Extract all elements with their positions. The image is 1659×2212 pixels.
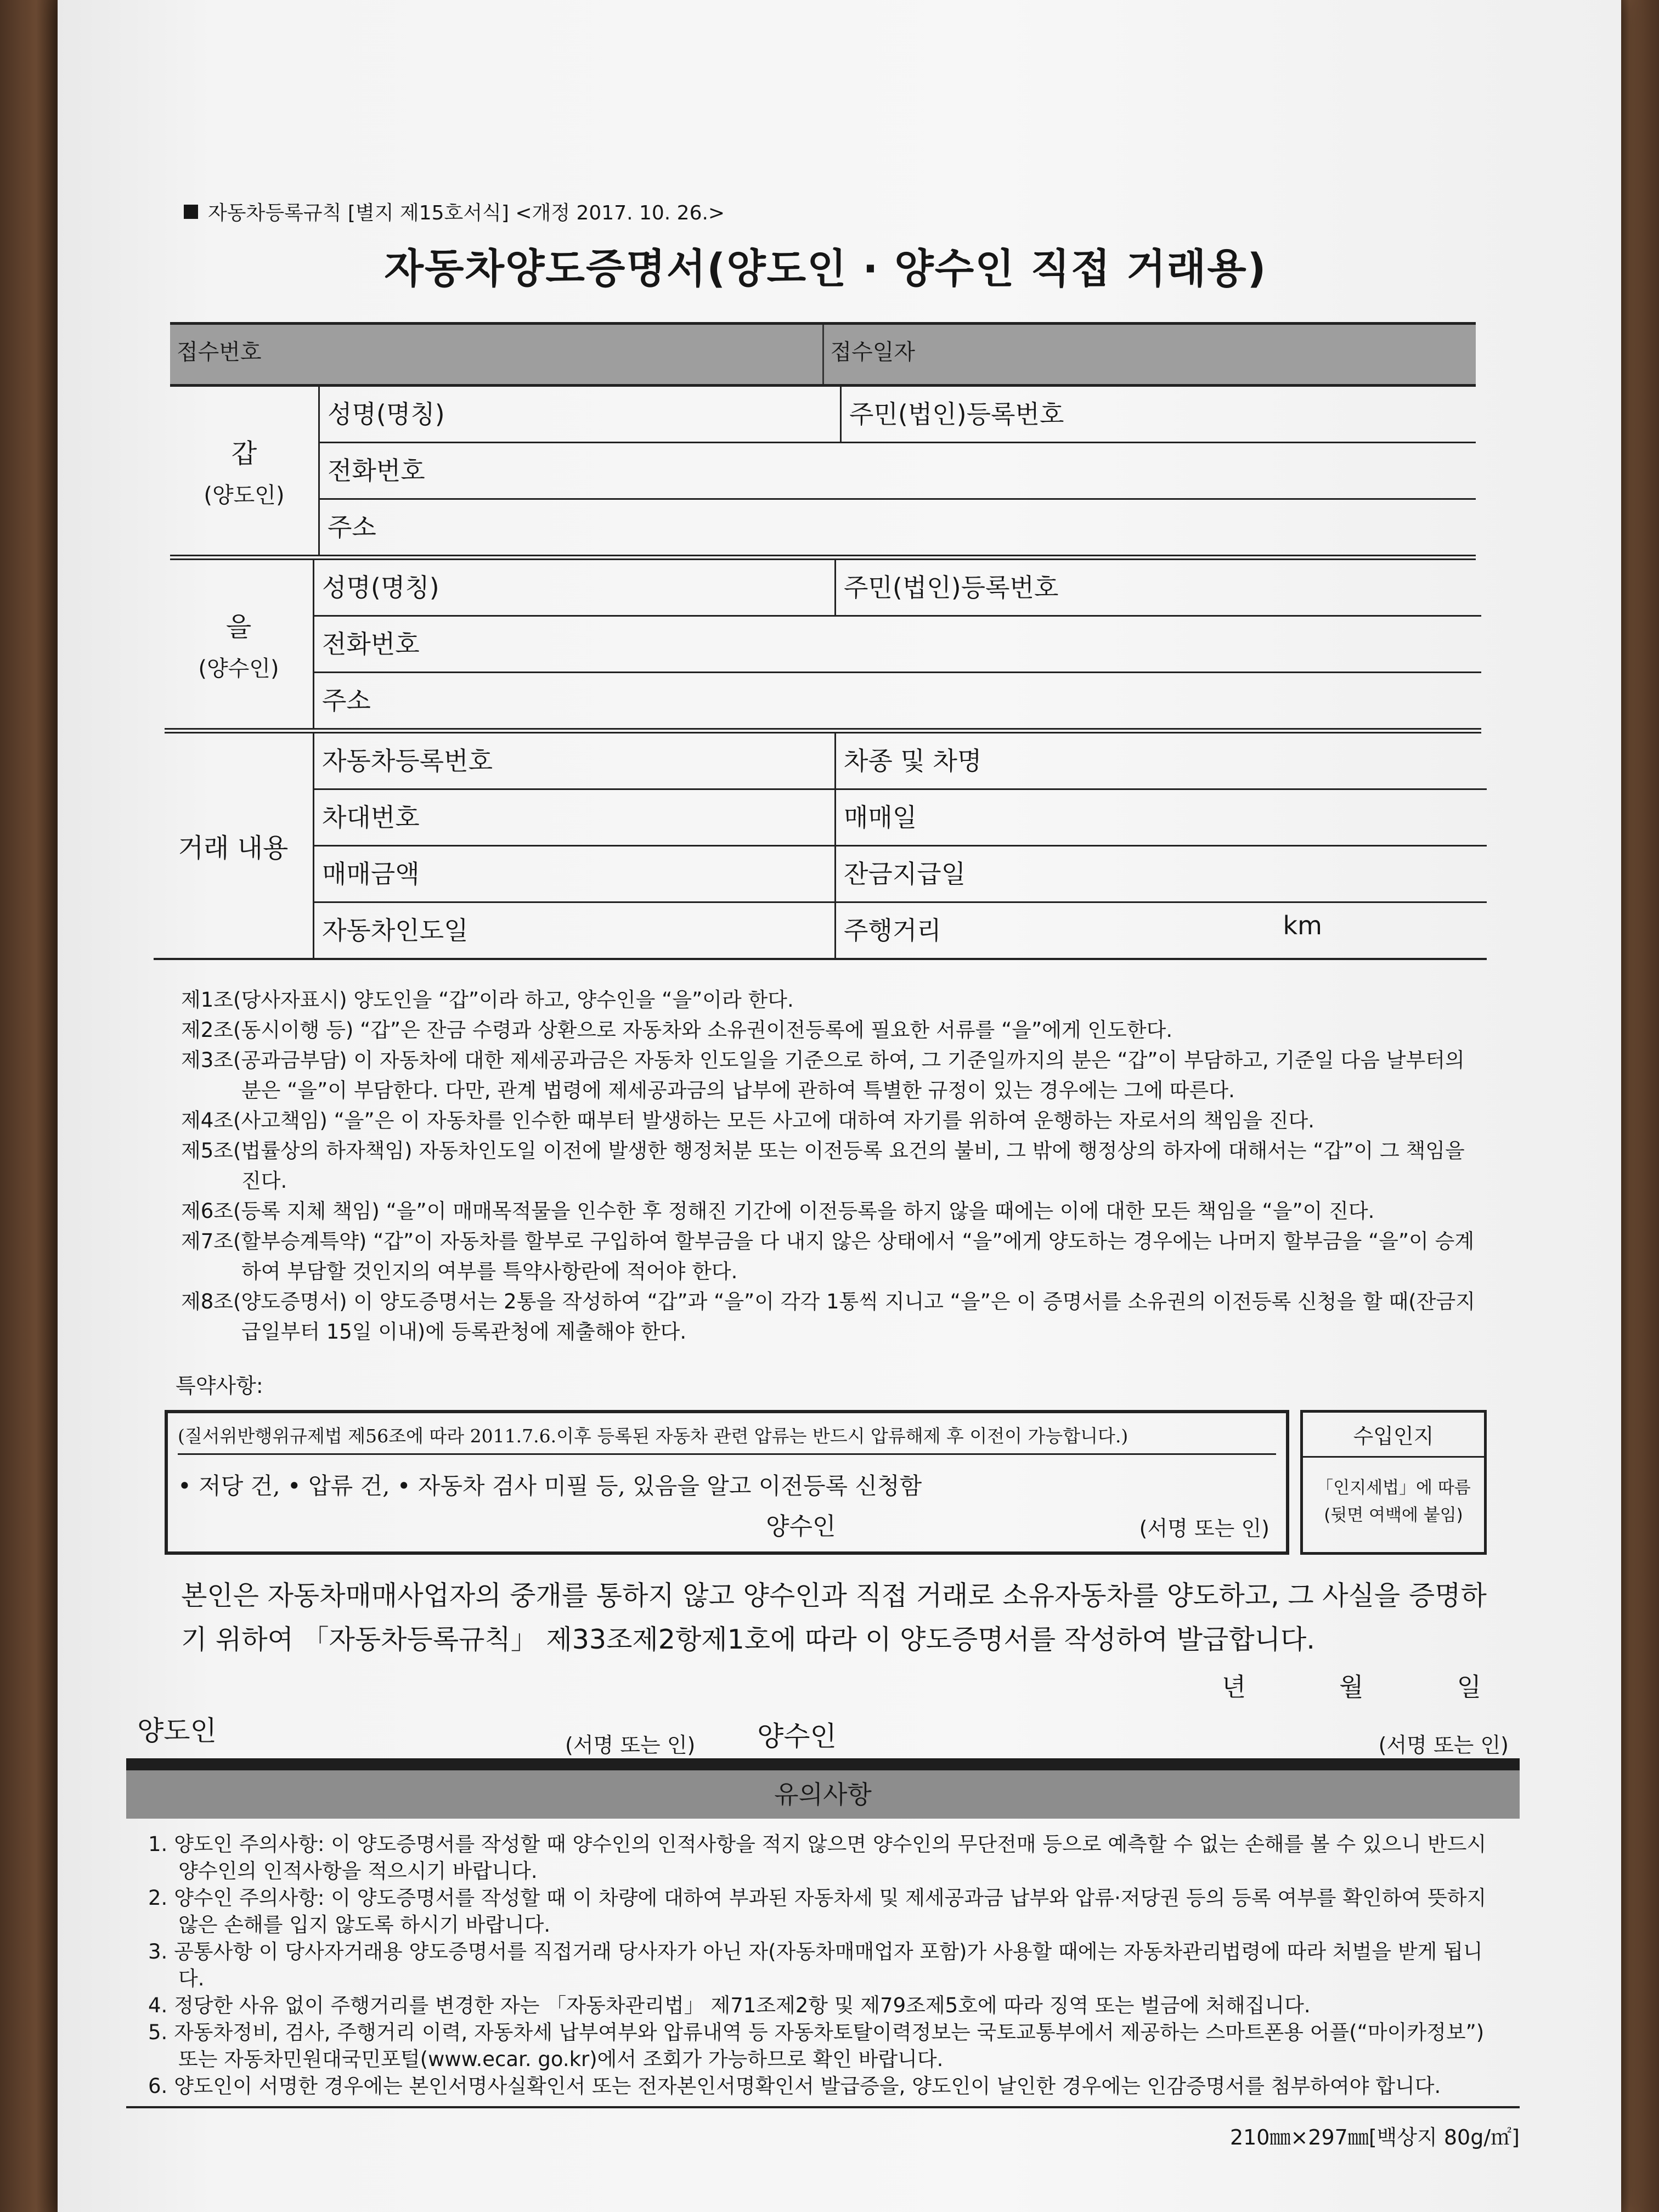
- transferor-phone-row: [320, 443, 1476, 500]
- transferee-label-sub: (양수인): [198, 656, 279, 681]
- date-day: 일: [1457, 1672, 1481, 1702]
- balance-date-field[interactable]: 잔금지급일: [834, 847, 1487, 901]
- notices-list: [148, 1831, 1492, 2100]
- sale-date-field[interactable]: 매매일: [834, 790, 1487, 845]
- paper-sheet: [58, 0, 1621, 2212]
- declaration-text: 본인은 자동차매매사업자의 중개를 통하지 않고 양수인과 직접 거래로 소유자동차를 양도하고, 그 사실을 증명하기 위하여 「자동차등록규칙」 제33조제2항제1호에 따라 이 양도증명서를 작성하여 발급합니다.: [181, 1580, 1487, 1655]
- transaction-row-3: [314, 847, 1487, 903]
- transaction-row-4: [314, 903, 1487, 958]
- notice-item: 1. 양도인 주의사항: 이 양도증명서를 작성할 때 양수인의 인적사항을 적지 않으면 양수인의 무단전매 등으로 예측할 수 없는 손해를 볼 수 있으니 반드시 양수인의 인적사항을 적으시기 바랍니다.: [148, 1832, 1487, 1883]
- notice-item: 3. 공통사항 이 당사자거래용 양도증명서를 직접거래 당사자가 아닌 자(자동차매매업자 포함)가 사용할 때에는 자동차관리법령에 따라 처벌을 받게 됩니다.: [148, 1940, 1483, 1990]
- form-document: [137, 198, 1520, 2151]
- transferor-sign-hint[interactable]: (서명 또는 인): [565, 1733, 696, 1757]
- vehicle-reg-number-field[interactable]: 자동차등록번호: [322, 746, 493, 776]
- revenue-stamp-law: 「인지세법」에 따름: [1316, 1478, 1471, 1498]
- article-item: 제8조(양도증명서) 이 양도증명서는 2통을 작성하여 “갑”과 “을”이 각각 1통씩 지니고 “을”은 이 증명서를 소유권의 이전등록 신청을 할 때(잔금지급일부터 15일 이내)에 등록관청에 제출해야 한다.: [181, 1290, 1475, 1344]
- special-terms-box[interactable]: [165, 1410, 1289, 1555]
- reception-number[interactable]: 접수번호: [177, 340, 262, 365]
- special-terms-note: (질서위반행위규제법 제56조에 따라 2011.7.6.이후 등록된 자동차 관련 압류는 반드시 압류해제 후 이전이 가능합니다.): [178, 1422, 1276, 1455]
- special-terms-title: 특약사항:: [176, 1374, 263, 1398]
- reception-bar: [170, 322, 1476, 387]
- article-item: 제6조(등록 지체 책임) “을”이 매매목적물을 인수한 후 정해진 기간에 이전등록을 하지 않을 때에는 이에 대한 모든 책임을 “을”이 진다.: [181, 1199, 1375, 1223]
- notice-item: 4. 정당한 사유 없이 주행거리를 변경한 자는 「자동차관리법」 제71조제2항 및 제79조제5호에 따라 징역 또는 벌금에 처해집니다.: [148, 1994, 1311, 2017]
- mileage-field[interactable]: [834, 903, 1487, 958]
- transferor-address-row: [320, 500, 1476, 555]
- mileage-unit: km: [1283, 911, 1322, 940]
- transferee-label: [165, 560, 314, 728]
- form-header: [184, 198, 1498, 225]
- article-item: 제4조(사고책임) “을”은 이 자동차를 인수한 때부터 발생하는 모든 사고에 대하여 자기를 위하여 운행하는 자로서의 책임을 진다.: [181, 1109, 1315, 1132]
- transferee-signature-label: 양수인: [757, 1720, 837, 1752]
- transferor-address-field[interactable]: 주소: [328, 512, 376, 542]
- desk-left: [0, 0, 60, 2212]
- transferee-phone-field[interactable]: 전화번호: [322, 629, 420, 659]
- sale-price-field[interactable]: 매매금액: [322, 859, 420, 889]
- transferee-name-field[interactable]: 성명(명칭): [322, 573, 439, 602]
- transferee-sign-hint[interactable]: (서명 또는 인): [1378, 1733, 1509, 1757]
- transaction-section: [154, 733, 1487, 960]
- notice-item: 2. 양수인 주의사항: 이 양도증명서를 작성할 때 이 차량에 대하여 부과된 자동차세 및 제세공과금 납부와 압류·저당권 등의 등록 여부를 확인하여 뜻하지 않은 손해를 입지 않도록 하시기 바랍니다.: [148, 1886, 1487, 1937]
- vehicle-model-field[interactable]: 차종 및 차명: [834, 733, 1487, 788]
- revenue-stamp-title: 수입인지: [1303, 1413, 1484, 1458]
- transaction-label: 거래 내용: [154, 733, 314, 958]
- transferee-id-field[interactable]: 주민(법인)등록번호: [834, 560, 1481, 615]
- transferee-address-field[interactable]: 주소: [322, 686, 371, 715]
- paper-spec: 210㎜×297㎜[백상지 80g/㎡]: [1229, 2125, 1520, 2149]
- transaction-row-1: [314, 733, 1487, 790]
- transferor-label-sub: (양도인): [204, 483, 285, 508]
- notice-item: 5. 자동차정비, 검사, 주행거리 이력, 자동차세 납부여부와 압류내역 등 자동차토탈이력정보는 국토교통부에서 제공하는 스마트폰용 어플(“마이카정보”) 또는 자동차민원대국민포털(www.ecar. go.kr)에서 조회가 가능하므로 확인 바랍니다.: [148, 2021, 1485, 2071]
- form-title: 자동차양도증명서(양도인 · 양수인 직접 거래용): [384, 245, 1267, 292]
- signature-row: [137, 1709, 1509, 1758]
- transferor-phone-field[interactable]: 전화번호: [328, 456, 425, 486]
- special-terms-area: [165, 1410, 1487, 1555]
- transferee-label-main: 을: [225, 612, 252, 642]
- transferor-name-field[interactable]: 성명(명칭): [328, 399, 445, 429]
- transferee-phone-row: [314, 617, 1481, 673]
- mileage-label: 주행거리: [844, 916, 941, 945]
- transferee-section: [165, 560, 1481, 733]
- articles-list: [181, 985, 1487, 1347]
- form-rule-reference: 자동차등록규칙 [별지 제15호서식] <개정 2017. 10. 26.>: [208, 202, 725, 224]
- transferor-section: [170, 387, 1476, 560]
- article-item: 제1조(당사자표시) 양도인을 “갑”이라 하고, 양수인을 “을”이라 한다.: [181, 988, 794, 1012]
- issue-date[interactable]: [154, 1667, 1481, 1703]
- transaction-row-2: [314, 790, 1487, 847]
- special-terms-items: • 저당 건, • 압류 건, • 자동차 검사 미필 등, 있음을 알고 이전등록 신청함: [178, 1472, 922, 1499]
- article-item: 제7조(할부승계특약) “갑”이 자동차를 할부로 구입하여 할부금을 다 내지 않은 상태에서 “을”에게 양도하는 경우에는 나머지 할부금을 “을”이 승계하여 부담할 것인지의 여부를 특약사항란에 적어야 한다.: [181, 1229, 1475, 1283]
- transferor-name-row: [320, 387, 1476, 443]
- transferor-label-main: 갑: [231, 438, 257, 469]
- vin-field[interactable]: 차대번호: [322, 803, 420, 832]
- delivery-date-field[interactable]: 자동차인도일: [322, 916, 469, 945]
- article-item: 제5조(법률상의 하자책임) 자동차인도일 이전에 발생한 행정처분 또는 이전등록 요건의 불비, 그 밖에 행정상의 하자에 대해서는 “갑”이 그 책임을 진다.: [181, 1139, 1465, 1193]
- transferee-address-row: [314, 673, 1481, 728]
- article-item: 제2조(동시이행 등) “갑”은 잔금 수령과 상환으로 자동차와 소유권이전등록에 필요한 서류를 “을”에게 인도한다.: [181, 1018, 1173, 1042]
- date-month: 월: [1339, 1672, 1364, 1702]
- revenue-stamp-box: [1300, 1410, 1487, 1555]
- bottom-divider: [126, 2106, 1520, 2108]
- transferee-name-row: [314, 560, 1481, 617]
- transferor-signature-label: 양도인: [137, 1715, 217, 1747]
- black-square-icon: [184, 205, 198, 219]
- date-year: 년: [1221, 1672, 1246, 1702]
- article-item: 제3조(공과금부담) 이 자동차에 대한 제세공과금은 자동차 인도일을 기준으로 하여, 그 기준일까지의 분은 “갑”이 부담하고, 기준일 다음 날부터의 분은 “을”이 부담한다. 다만, 관계 법령에 제세공과금의 납부에 관하여 특별한 규정이 있는 경우에는 그에 따른다.: [181, 1048, 1465, 1102]
- notice-header: 유의사항: [126, 1758, 1520, 1819]
- transferor-label: [170, 387, 320, 555]
- revenue-stamp-placement: (뒷면 여백에 붙임): [1324, 1505, 1463, 1525]
- special-terms-sign-hint[interactable]: (서명 또는 인): [1139, 1516, 1269, 1541]
- special-terms-signer: 양수인: [766, 1513, 836, 1541]
- reception-date[interactable]: 접수일자: [822, 325, 1476, 384]
- transferor-id-field[interactable]: 주민(법인)등록번호: [840, 387, 1476, 442]
- notice-item: 6. 양도인이 서명한 경우에는 본인서명사실확인서 또는 전자본인서명확인서 발급증을, 양도인이 날인한 경우에는 인감증명서를 첨부하여야 합니다.: [148, 2074, 1441, 2098]
